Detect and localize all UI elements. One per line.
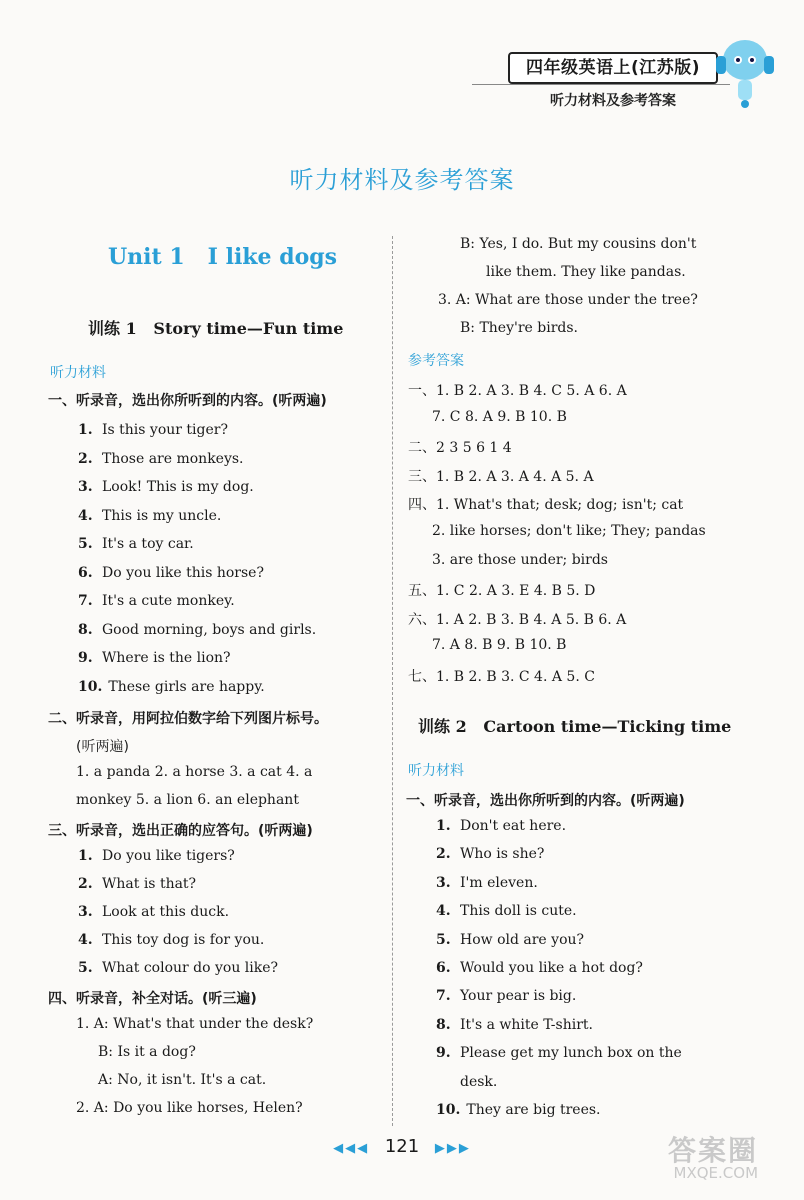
item-text: This toy dog is for you. — [102, 932, 265, 948]
dialog-line: B: They're birds. — [460, 320, 579, 336]
item-number: 2. — [436, 846, 451, 863]
dialog-line: 3. A: What are those under the tree? — [438, 292, 698, 308]
list-item — [78, 593, 235, 609]
item-text: Is this your tiger? — [102, 422, 228, 438]
section-title-1: 训练 1 Story time—Fun time — [88, 319, 344, 338]
column-divider — [392, 236, 393, 1126]
question-heading: 一、听录音，选出你所听到的内容。(听两遍) — [406, 793, 685, 809]
item-text: Please get my lunch box on the — [460, 1045, 682, 1062]
item-number: 5. — [436, 931, 451, 948]
answer-line: 二、2 3 5 6 1 4 — [408, 440, 512, 457]
list-item — [436, 846, 544, 862]
item-number: 8. — [436, 1016, 451, 1033]
item-number: 8. — [78, 621, 93, 638]
list-item — [78, 422, 228, 438]
list-item — [78, 508, 221, 524]
list-item — [78, 876, 196, 892]
item-number: 6. — [78, 564, 93, 581]
item-text: This doll is cute. — [460, 903, 577, 920]
list-item — [436, 875, 538, 891]
list-item: monkey 5. a lion 6. an elephant — [76, 792, 299, 808]
answer-line: 7. C 8. A 9. B 10. B — [432, 408, 567, 425]
dialog-line: B: Is it a dog? — [98, 1044, 196, 1060]
item-text: They are big trees. — [466, 1102, 601, 1118]
list-item — [78, 932, 264, 948]
page-number: 121 — [384, 1136, 420, 1157]
item-text: What is that? — [102, 876, 197, 892]
answer-line: 六、1. A 2. B 3. B 4. A 5. B 6. A — [408, 611, 627, 628]
list-item — [436, 988, 576, 1004]
listening-material-label: 听力材料 — [408, 763, 464, 779]
item-number: 5. — [78, 536, 93, 552]
list-item — [78, 451, 244, 467]
item-text: desk. — [460, 1073, 498, 1090]
item-text: It's a cute monkey. — [102, 593, 235, 609]
item-number: 1. — [78, 848, 93, 864]
right-arrows-icon: ▶▶▶ — [434, 1141, 471, 1156]
question-heading: 二、听录音，用阿拉伯数字给下列图片标号。 — [48, 711, 328, 727]
item-number: 4. — [78, 507, 93, 524]
item-text: It's a white T-shirt. — [460, 1016, 593, 1033]
item-number: 3. — [78, 904, 93, 920]
answer-line: 七、1. B 2. B 3. C 4. A 5. C — [408, 669, 595, 685]
list-item — [436, 903, 577, 919]
listening-material-label: 听力材料 — [50, 365, 106, 381]
item-number: 9. — [78, 650, 93, 666]
section-title-2: 训练 2 Cartoon time—Ticking time — [418, 717, 732, 736]
list-item — [78, 650, 231, 666]
item-number: 3. — [78, 479, 93, 495]
question-note: (听两遍) — [76, 739, 129, 755]
item-text: These girls are happy. — [108, 678, 265, 695]
item-text: Don't eat here. — [460, 818, 567, 834]
item-number: 1. — [78, 422, 93, 438]
list-item — [78, 960, 278, 976]
answer-key-label: 参考答案 — [408, 353, 464, 369]
item-text: It's a toy car. — [102, 536, 194, 552]
item-number: 10. — [436, 1102, 461, 1118]
list-item — [436, 1017, 593, 1033]
item-text: Do you like this horse? — [102, 564, 264, 581]
item-text: What colour do you like? — [102, 960, 279, 976]
header-subtitle: 听力材料及参考答案 — [550, 93, 676, 109]
item-number: 6. — [436, 960, 451, 976]
item-text: I'm eleven. — [460, 874, 538, 891]
list-item — [436, 1102, 601, 1118]
question-heading: 四、听录音，补全对话。(听三遍) — [48, 991, 257, 1007]
answer-line: 三、1. B 2. A 3. A 4. A 5. A — [408, 468, 594, 485]
item-text: This is my uncle. — [102, 507, 222, 524]
item-number: 4. — [78, 932, 93, 948]
dialog-line: B: Yes, I do. But my cousins don't — [460, 236, 697, 252]
item-text: Your pear is big. — [460, 988, 577, 1005]
item-text: Look! This is my dog. — [102, 479, 254, 495]
item-text: Do you like tigers? — [102, 848, 235, 864]
list-item — [436, 818, 566, 834]
unit-title: Unit 1 I like dogs — [108, 244, 338, 270]
question-heading: 一、听录音，选出你所听到的内容。(听两遍) — [48, 393, 327, 409]
list-item — [78, 679, 265, 695]
answer-line: 2. like horses; don't like; They; pandas — [432, 523, 706, 539]
answer-line: 五、1. C 2. A 3. E 4. B 5. D — [408, 583, 596, 600]
watermark-logo: 答案圈 MXQE.COM — [668, 1134, 759, 1182]
dialog-line: 1. A: What's that under the desk? — [76, 1016, 314, 1032]
item-number: 3. — [436, 874, 451, 891]
item-text: Who is she? — [460, 846, 545, 863]
list-item — [78, 904, 229, 920]
item-number: 2. — [78, 876, 93, 892]
list-item — [78, 536, 194, 552]
question-heading: 三、听录音，选出正确的应答句。(听两遍) — [48, 823, 313, 839]
dialog-line: 2. A: Do you like horses, Helen? — [76, 1100, 303, 1116]
header-rule — [472, 84, 730, 85]
item-text: How old are you? — [460, 931, 585, 948]
dialog-line: like them. They like pandas. — [486, 264, 686, 280]
list-item — [78, 565, 264, 581]
item-text: Look at this duck. — [102, 904, 230, 920]
list-item — [436, 1045, 682, 1061]
item-number: 7. — [436, 988, 451, 1005]
list-item — [78, 848, 235, 864]
item-text: Would you like a hot dog? — [460, 960, 643, 976]
item-text: Where is the lion? — [102, 650, 231, 666]
list-item — [436, 960, 643, 976]
left-arrows-icon: ◀◀◀ — [333, 1141, 370, 1156]
answer-line: 7. A 8. B 9. B 10. B — [432, 637, 567, 654]
list-item — [78, 479, 254, 495]
item-text: Those are monkeys. — [102, 450, 244, 467]
list-item: 1. a panda 2. a horse 3. a cat 4. a — [76, 764, 313, 780]
list-item — [436, 932, 584, 948]
item-number: 1. — [436, 818, 451, 834]
item-number: 7. — [78, 593, 93, 609]
item-text: Good morning, boys and girls. — [102, 621, 317, 638]
dialog-line: A: No, it isn't. It's a cat. — [98, 1072, 267, 1088]
item-number: 4. — [436, 903, 451, 920]
mascot-icon — [712, 34, 778, 110]
book-title: 四年级英语上(江苏版) — [508, 52, 718, 84]
answer-line: 一、1. B 2. A 3. B 4. C 5. A 6. A — [408, 383, 627, 399]
item-number: 5. — [78, 960, 93, 976]
item-number: 2. — [78, 450, 93, 467]
answer-line: 3. are those under; birds — [432, 551, 608, 568]
list-item — [78, 622, 316, 638]
item-number: 10. — [78, 678, 103, 695]
answer-line: 四、1. What's that; desk; dog; isn't; cat — [408, 497, 684, 514]
list-item — [436, 1074, 497, 1090]
page-title: 听力材料及参考答案 — [289, 166, 515, 194]
item-number: 9. — [436, 1045, 451, 1062]
